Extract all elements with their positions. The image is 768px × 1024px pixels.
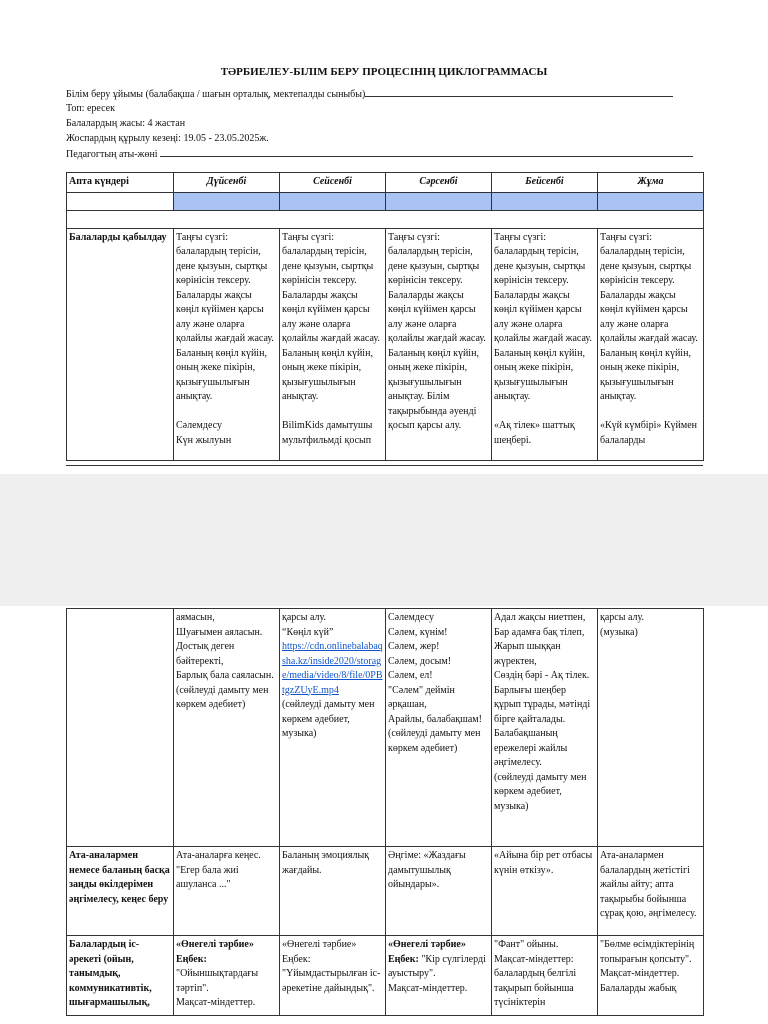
- reception-row-p2: [67, 609, 704, 847]
- blue-row-cell-3: [386, 192, 492, 210]
- blue-row-cell-1: [174, 192, 280, 210]
- teacher-label: Педагогтың аты-жөні: [66, 149, 158, 160]
- spacer-cell: [67, 210, 704, 228]
- period-line: Жоспардың құрылу кезеңі: 19.05 - 23.05.2025ж.: [66, 133, 269, 144]
- reception-thu-cont: Адал жақсы ниетпен, Бар адамға бақ тілеп, Жарып шыққан жүректен, Сөздің бәрі - Ақ тілек. Барлығы шеңбер құрып тұрады, мәтінді бірге қайталады. Балабақшаның ережелері жайлы әңгімелесу. (сөйлеуді дамыту мен көркем әдебиет, музыка): [492, 609, 598, 847]
- activity-tue: «Өнегелі тәрбие» Еңбек: "Үйымдастырылған іс-әрекетіне дайындық".: [280, 936, 386, 1016]
- header-day-thu: Бейсенбі: [492, 173, 598, 193]
- blue-row-cell-5: [598, 192, 704, 210]
- reception-row-p1: [67, 228, 704, 460]
- activity-mon-text: "Ойыншықтардағы тәртіп". Мақсат-міндеттер.: [176, 968, 259, 1008]
- parents-row: [67, 847, 704, 936]
- video-link[interactable]: https://cdn.onlinebalabaqsha.kz/inside2020/storage/media/video/8/file/0PBtgzZUyE.mp4: [282, 641, 383, 696]
- reception-wed-cont: Сәлемдесу Сәлем, күнім! Сәлем, жер! Сәлем, досым! Сәлем, ел! "Сәлем" деймін әрқашан, Арайлы, балабақшам! (сөйлеуді дамыту мен көркем әдебиет): [386, 609, 492, 847]
- blue-row-cell-0: [67, 192, 174, 210]
- org-label: Білім беру ұйымы (балабақша / шағын орталық, мектепалды сыныбы): [66, 89, 366, 100]
- parents-mon: Ата-аналарға кеңес. "Егер бала жиі ашуланса ...": [174, 847, 280, 936]
- org-fill-line: [365, 86, 673, 97]
- reception-row-head: Балаларды қабылдау: [67, 228, 174, 460]
- activity-mon-title: «Өнегелі тәрбие»: [176, 939, 254, 950]
- activity-wed-text: "Кір сүлгілерді ауыстыру". Мақсат-міндеттер.: [388, 953, 486, 994]
- table-bottom-border: [66, 465, 703, 466]
- activity-wed: [386, 936, 492, 1016]
- org-line: [66, 86, 702, 102]
- parents-wed: Әңгіме: «Жаздағы дамытушылық ойындары».: [386, 847, 492, 936]
- teacher-fill-line: [160, 146, 693, 157]
- activity-fri: "Бөлме өсімдіктерінің топырағын қопсыту". Мақсат-міндеттер. Балаларды жабық: [598, 936, 704, 1016]
- document-title: ТӘРБИЕЛЕУ-БІЛІМ БЕРУ ПРОЦЕСІНІҢ ЦИКЛОГРАММАСЫ: [220, 66, 548, 78]
- reception-fri: Таңғы сүзгі: балалардың терісін, дене қызуын, сыртқы көрінісін тексеру. Балаларды жақсы көңіл күйімен қарсы алу және оларға қолайлы жағдай жасау. Баланың көңіл күйін, оның жеке пікірін, қызығушылығын анықтау. «Күй күмбірі» Күймен балаларды: [598, 228, 704, 460]
- reception-mon-cont: аямасын, Шуағымен аяласын. Достық деген бәйтеректі, Барлық бала саяласын. (сөйлеуді дамыту мен көркем әдебиет): [174, 609, 280, 847]
- activity-row: [67, 936, 704, 1016]
- spacer-row: [67, 210, 704, 228]
- header-day-tue: Сейсенбі: [280, 173, 386, 193]
- activity-mon-label: Еңбек:: [176, 953, 207, 965]
- age-line: Балалардың жасы: 4 жастан: [66, 118, 186, 129]
- reception-fri-cont: қарсы алу. (музыка): [598, 609, 704, 847]
- header-corner: Апта күндері: [67, 173, 174, 193]
- schedule-table-p2: [66, 608, 704, 1016]
- reception-thu: Таңғы сүзгі: балалардың терісін, дене қызуын, сыртқы көрінісін тексеру. Балаларды жақсы көңіл күйімен қарсы алу және оларға қолайлы жағдай жасау. Баланың көңіл күйін, оның жеке пікірін, қызығушылығын анықтау. «Ақ тілек» шаттық шеңбері.: [492, 228, 598, 460]
- page-2: [0, 606, 768, 1024]
- header-day-fri: Жұма: [598, 173, 704, 193]
- parents-fri: Ата-аналармен балалардың жетістігі жайлы айту; апта тақырыбы бойынша сұрақ қою, әңгімелесу.: [598, 847, 704, 936]
- activity-row-head: Балалардың іс-әрекеті (ойын, танымдық, коммуникативтік, шығармашылық,: [67, 936, 174, 1016]
- activity-mon: [174, 936, 280, 1016]
- teacher-line: [66, 146, 702, 162]
- schedule-table-p1: [66, 172, 704, 461]
- activity-wed-title: «Өнегелі тәрбие»: [388, 939, 466, 950]
- page-1: [0, 0, 768, 474]
- blue-row: [67, 192, 704, 210]
- blue-row-cell-4: [492, 192, 598, 210]
- activity-wed-label: Еңбек:: [388, 953, 419, 965]
- reception-tue: Таңғы сүзгі: балалардың терісін, дене қызуын, сыртқы көрінісін тексеру. Балаларды жақсы көңіл күйімен қарсы алу және оларға қолайлы жағдай жасау. Баланың көңіл күйін, оның жеке пікірін, қызығушылығын анықтау. BilimKids дамытушы мультфильмді қосып: [280, 228, 386, 460]
- reception-wed: Таңғы сүзгі: балалардың терісін, дене қызуын, сыртқы көрінісін тексеру. Балаларды жақсы көңіл күйімен қарсы алу және оларға қолайлы жағдай жасау. Баланың көңіл күйін, оның жеке пікірін, қызығушылығын анықтау. Білім тақырыбында әуенді қосып қарсы алу.: [386, 228, 492, 460]
- parents-thu: «Айына бір рет отбасы күнін өткізу».: [492, 847, 598, 936]
- reception-row-head-cont: [67, 609, 174, 847]
- parents-tue: Баланың эмоциялық жағдайы.: [280, 847, 386, 936]
- reception-tue-cont: [280, 609, 386, 847]
- parents-row-head: Ата-аналармен немесе баланың басқа заңды өкілдерімен әңгімелесу, кеңес беру: [67, 847, 174, 936]
- reception-tue-tail: (сөйлеуді дамыту мен көркем әдебиет, музыка): [282, 699, 375, 739]
- header-day-wed: Сәрсенбі: [386, 173, 492, 193]
- header-row: [67, 173, 704, 193]
- activity-thu: "Фант" ойыны. Мақсат-міндеттер: балалардың белгілі тақырып бойынша түсініктерін: [492, 936, 598, 1016]
- group-line: Топ: ересек: [66, 103, 115, 114]
- blue-row-cell-2: [280, 192, 386, 210]
- reception-mon: Таңғы сүзгі: балалардың терісін, дене қызуын, сыртқы көрінісін тексеру. Балаларды жақсы көңіл күйімен қарсы алу және оларға қолайлы жағдай жасау. Баланың көңіл күйін, оның жеке пікірін, қызығушылығын анықтау. Сәлемдесу Күн жылуын: [174, 228, 280, 460]
- reception-tue-text: қарсы алу. “Көңіл күй”: [282, 612, 334, 638]
- header-day-mon: Дүйсенбі: [174, 173, 280, 193]
